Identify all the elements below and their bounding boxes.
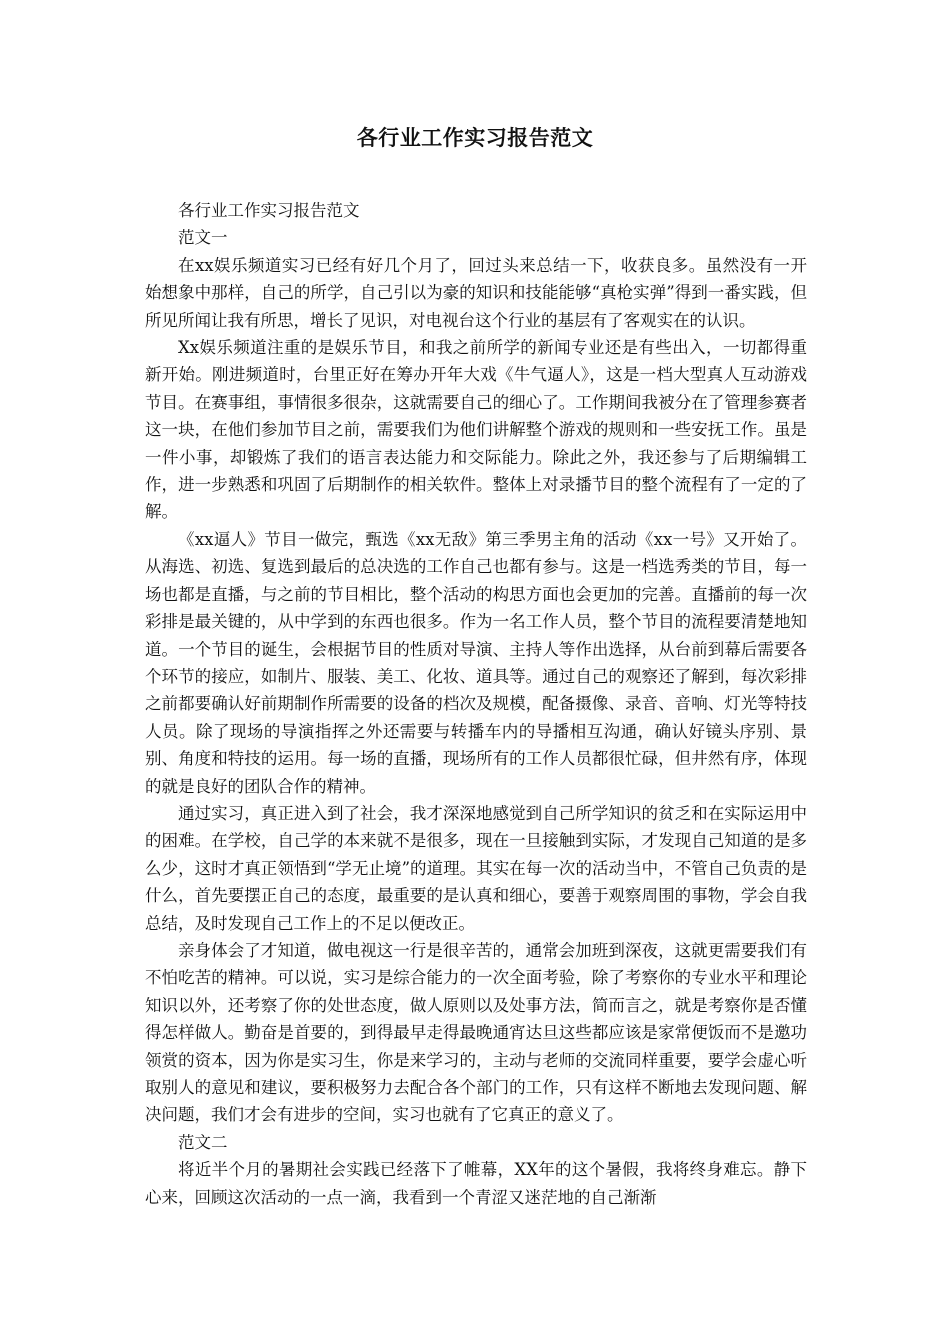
body-paragraph: Xx娱乐频道注重的是娱乐节目，和我之前所学的新闻专业还是有些出入，一切都得重新开始。刚进频道时，台里正好在筹办开年大戏《牛气逼人》，这是一档大型真人互动游戏节目。在赛事组，事情很多很杂，这就需要自己的细心了。工作期间我被分在了管理参赛者这一块，在他们参加节目之前，需要我们为他们讲解整个游戏的规则和一些安抚工作。虽是一件小事，却锻炼了我们的语言表达能力和交际能力。除此之外，我还参与了后期编辑工作，进一步熟悉和巩固了后期制作的相关软件。整体上对录播节目的整个流程有了一定的了解。 — [145, 338, 807, 522]
body-heading: 各行业工作实习报告范文 — [178, 201, 360, 220]
body-paragraph: 通过实习，真正进入到了社会，我才深深地感觉到自己所学知识的贫乏和在实际运用中的困难。在学校，自己学的本来就不是很多，现在一旦接触到实际，才发现自己知道的是多么少，这时才真正领悟到“学无止境”的道理。其实在每一次的活动当中，不管自己负责的是什么，首先要摆正自己的态度，最重要的是认真和细心，要善于观察周围的事物，学会自我总结，及时发现自己工作上的不足以便改正。 — [145, 803, 807, 933]
body-paragraph: 亲身体会了才知道，做电视这一行是很辛苦的，通常会加班到深夜，这就更需要我们有不怕吃苦的精神。可以说，实习是综合能力的一次全面考验，除了考察你的专业水平和理论知识以外，还考察了你的处世态度，做人原则以及处事方法，简而言之，就是考察你是否懂得怎样做人。勤奋是首要的，到得最早走得最晚通宵达旦这些都应该是家常便饭而不是邀功领赏的资本，因为你是实习生，你是来学习的，主动与老师的交流同样重要，要学会虚心听取别人的意见和建议，要积极努力去配合各个部门的工作，只有这样不断地去发现问题、解决问题，我们才会有进步的空间，实习也就有了它真正的意义了。 — [145, 940, 807, 1125]
body-paragraph: 《xx逼人》节目一做完，甄选《xx无敌》第三季男主角的活动《xx一号》又开始了。从海选、初选、复选到最后的总决选的工作自己也都有参与。这是一档选秀类的节目，每一场也都是直播，与之前的节目相比，整个活动的构思方面也会更加的完善。直播前的每一次彩排是最关键的，从中学到的东西也很多。作为一名工作人员，整个节目的流程要清楚地知道。一个节目的诞生，会根据节目的性质对导演、主持人等作出选择，从台前到幕后需要各个环节的接应，如制片、服装、美工、化妆、道具等。通过自己的观察还了解到，每次彩排之前都要确认好前期制作所需要的设备的档次及规模，配备摄像、录音、音响、灯光等特技人员。除了现场的导演指挥之外还需要与转播车内的导播相互沟通，确认好镜头序别、景别、角度和特技的运用。每一场的直播，现场所有的工作人员都很忙碌，但井然有序，体现的就是良好的团队合作的精神。 — [145, 529, 807, 796]
document-title: 各行业工作实习报告范文 — [356, 125, 594, 150]
body-paragraph: 将近半个月的暑期社会实践已经落下了帷幕，XX年的这个暑假，我将终身难忘。静下心来，回顾这次活动的一点一滴，我看到一个青涩又迷茫地的自己渐渐 — [145, 1160, 807, 1207]
section-label-sample-two: 范文二 — [178, 1132, 228, 1152]
document-body — [145, 197, 807, 1211]
body-paragraph: 在xx娱乐频道实习已经有好几个月了，回过头来总结一下，收获良多。虽然没有一开始想象中那样，自己的所学，自己引以为豪的知识和技能能够“真枪实弹”得到一番实践，但所见所闻让我有所思，增长了见识，对电视台这个行业的基层有了客观实在的认识。 — [145, 255, 807, 330]
section-label-sample-one: 范文一 — [178, 228, 228, 248]
